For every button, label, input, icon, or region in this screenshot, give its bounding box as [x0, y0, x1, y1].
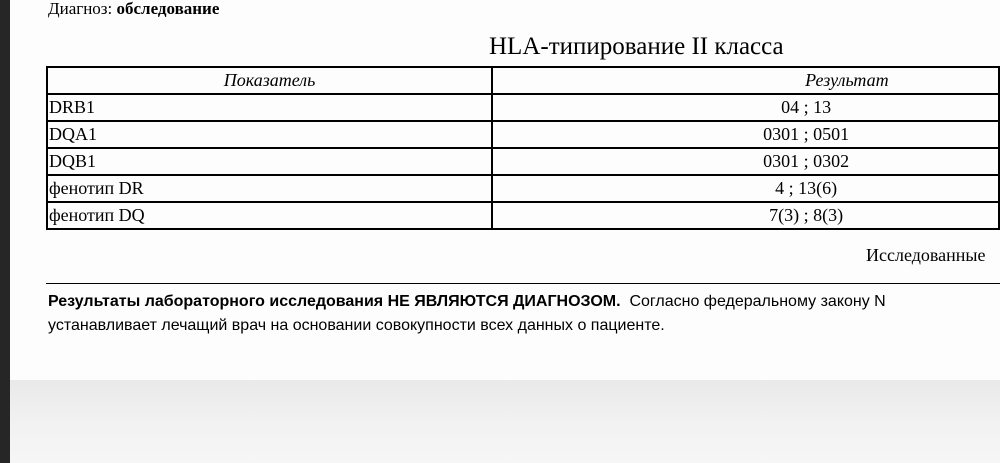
diagnosis-value: обследование [116, 0, 220, 18]
header-result [492, 67, 999, 94]
divider-line [46, 283, 1000, 284]
disclaimer-bold: Результаты лабораторного исследования НЕ ЯВЛЯЮТСЯ ДИАГНОЗОМ. [48, 293, 621, 310]
diagnosis-line [48, 0, 219, 19]
row-result [492, 202, 999, 229]
table-header-row [47, 67, 999, 94]
row-name: DQA1 [47, 121, 492, 148]
row-result-value: 4 ; 13(6) [775, 178, 838, 198]
disclaimer-rest: Согласно федеральному закону N [629, 293, 886, 310]
row-name: DRB1 [47, 94, 492, 121]
row-name: фенотип DQ [47, 202, 492, 229]
row-result [492, 121, 999, 148]
disclaimer-text [48, 290, 886, 338]
row-result [492, 148, 999, 175]
disclaimer-line-1 [48, 290, 886, 314]
row-name: фенотип DR [47, 175, 492, 202]
studied-note: Исследованные [866, 245, 986, 265]
row-result-value: 0301 ; 0501 [763, 124, 850, 144]
row-result-value: 0301 ; 0302 [763, 151, 850, 171]
document-title: HLA-типирование II класса [489, 33, 784, 60]
table-row [47, 121, 999, 148]
table-row [47, 202, 999, 229]
hla-results-table [46, 66, 1000, 230]
row-name: DQB1 [47, 148, 492, 175]
row-result [492, 94, 999, 121]
table-row [47, 175, 999, 202]
document-page [10, 0, 1000, 380]
header-indicator: Показатель [47, 67, 492, 94]
page-bottom-area [10, 380, 1000, 463]
diagnosis-label: Диагноз: [48, 0, 113, 18]
row-result [492, 175, 999, 202]
header-result-label: Результат [805, 70, 889, 90]
row-result-value: 04 ; 13 [781, 97, 832, 117]
row-result-value: 7(3) ; 8(3) [769, 205, 844, 225]
dark-left-edge [0, 0, 10, 463]
disclaimer-line-2: устанавливает лечащий врач на основании совокупности всех данных о пациенте. [48, 317, 665, 334]
table-row [47, 148, 999, 175]
table-row [47, 94, 999, 121]
